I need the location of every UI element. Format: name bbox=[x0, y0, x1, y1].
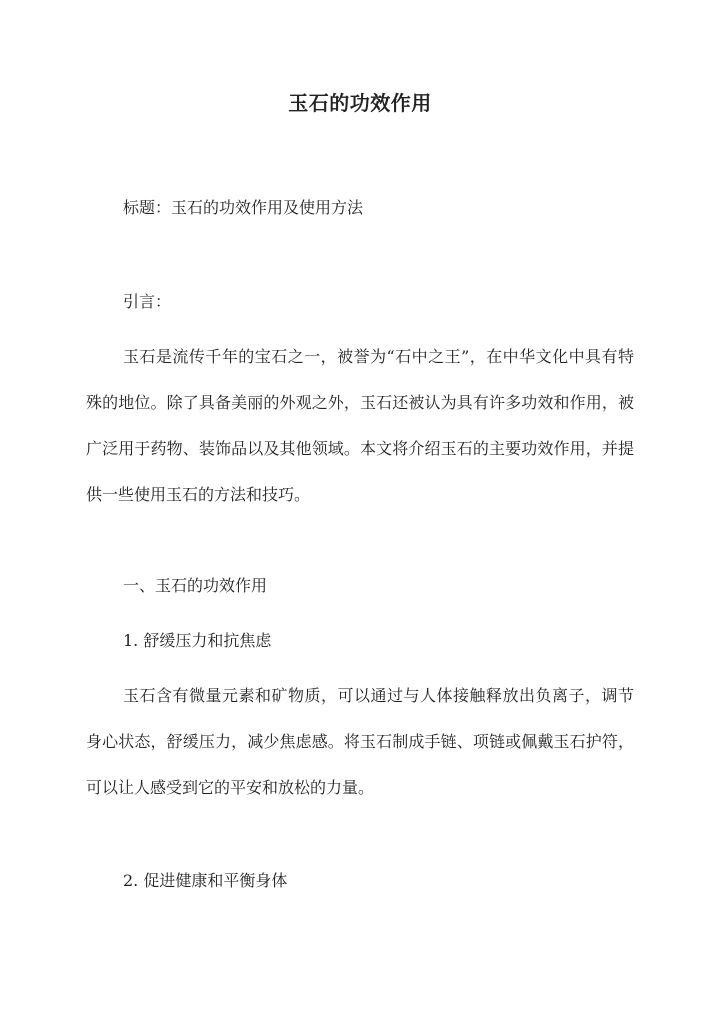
intro-paragraph: 玉石是流传千年的宝石之一，被誉为“石中之王”，在中华文化中具有特殊的地位。除了具备美丽的外观之外，玉石还被认为具有许多功效和作用，被广泛用于药物、装饰品以及其他领域。本文将介绍玉石的主要功效作用，并提供一些使用玉石的方法和技巧。 bbox=[86, 347, 634, 504]
document-title: 玉石的功效作用 bbox=[288, 91, 432, 115]
item2-heading: 2. 促进健康和平衡身体 bbox=[123, 871, 288, 890]
intro-heading: 引言： bbox=[123, 292, 172, 311]
section1-heading: 一、玉石的功效作用 bbox=[123, 576, 268, 595]
item1-paragraph: 玉石含有微量元素和矿物质，可以通过与人体接触释放出负离子，调节身心状态，舒缓压力，减少焦虑感。将玉石制成手链、项链或佩戴玉石护符，可以让人感受到它的平安和放松的力量。 bbox=[86, 686, 634, 797]
subtitle-line: 标题：玉石的功效作用及使用方法 bbox=[123, 198, 364, 217]
item1-heading: 1. 舒缓压力和抗焦虑 bbox=[123, 631, 272, 650]
